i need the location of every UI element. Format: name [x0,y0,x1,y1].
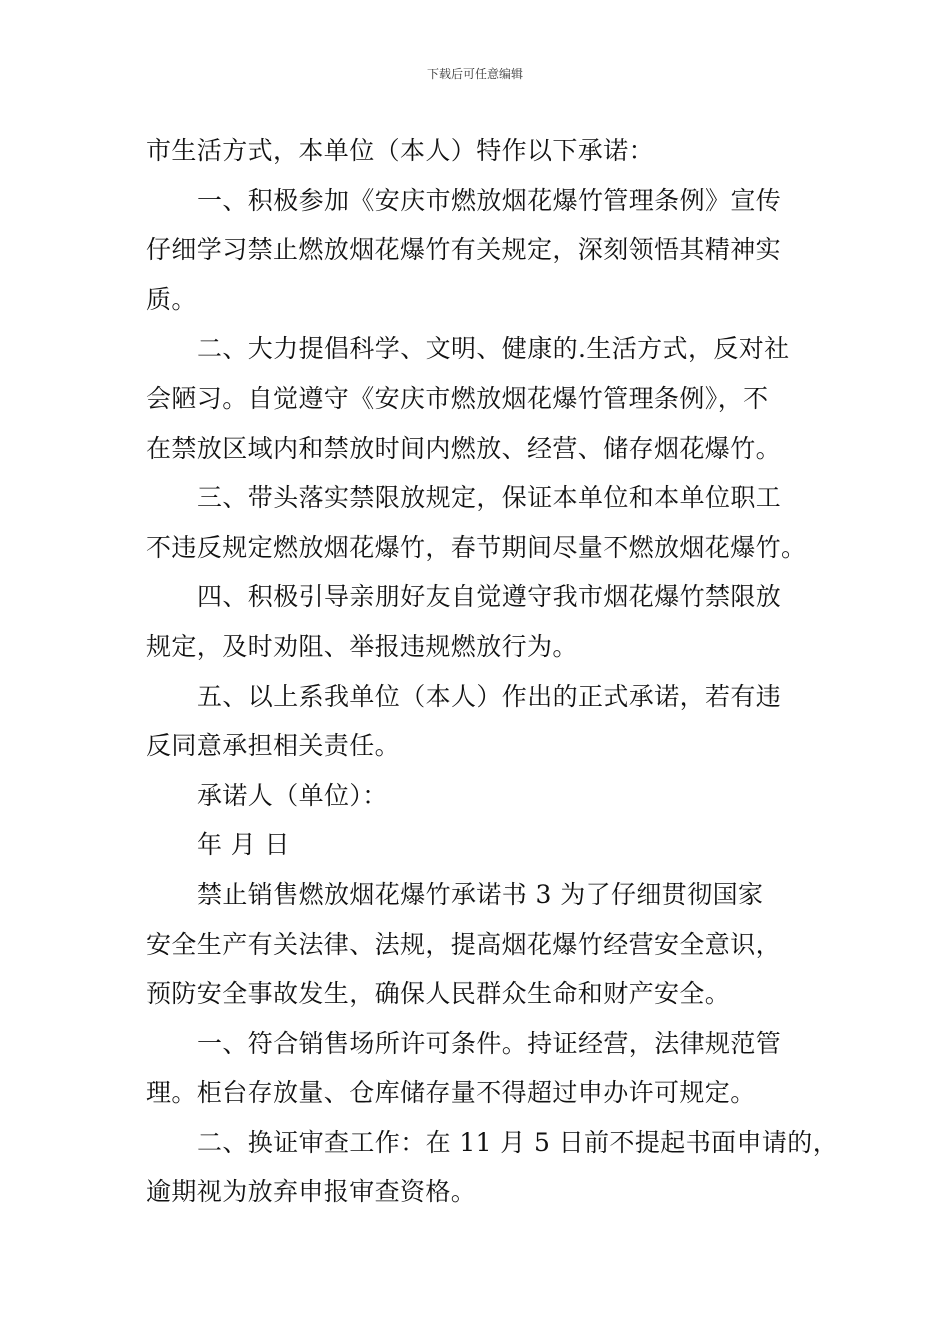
text-line: 预防安全事故发生，确保人民群众生命和财产安全。 [146,979,731,1009]
text-line: 二、大力提倡科学、文明、健康的.生活方式，反对社 [197,334,790,364]
text-line: 一、符合销售场所许可条件。持证经营，法律规范管 [197,1028,782,1058]
text-line: 市生活方式，本单位（本人）特作以下承诺： [146,136,655,165]
text-line: 质。 [146,284,197,314]
text-line: 年 月 日 [197,830,290,860]
text-line: 承诺人（单位）： [197,780,388,810]
text-line: 四、积极引导亲朋好友自觉遵守我市烟花爆竹禁限放 [197,582,782,612]
text-line: 规定，及时劝阻、举报违规燃放行为。 [146,631,578,661]
text-line: 五、以上系我单位（本人）作出的正式承诺，若有违 [197,681,782,711]
text-line: 在禁放区域内和禁放时间内燃放、经营、储存烟花爆竹。 [146,433,782,463]
text-line: 仔细学习禁止燃放烟花爆竹有关规定，深刻领悟其精神实 [146,235,782,265]
text-line: 禁止销售燃放烟花爆竹承诺书 3 为了仔细贯彻国家 [197,879,764,909]
text-line: 安全生产有关法律、法规，提高烟花爆竹经营安全意识， [146,929,782,959]
text-line: 三、带头落实禁限放规定，保证本单位和本单位职工 [197,483,782,513]
text-line: 理。柜台存放量、仓库储存量不得超过申办许可规定。 [146,1078,756,1108]
page-header: 下载后可任意编辑 [426,67,523,81]
text-line: 反同意承担相关责任。 [146,731,401,761]
text-line: 会陋习。自觉遵守《安庆市燃放烟花爆竹管理条例》，不 [146,383,769,413]
text-line: 一、积极参加《安庆市燃放烟花爆竹管理条例》宣传 [197,185,782,215]
document-body [146,126,839,1217]
text-line: 不违反规定燃放烟花爆竹，春节期间尽量不燃放烟花爆竹。 [146,532,807,562]
text-line: 二、换证审查工作：在 11 月 5 日前不提起书面申请的， [197,1127,839,1157]
text-line: 逾期视为放弃申报审查资格。 [146,1177,477,1207]
